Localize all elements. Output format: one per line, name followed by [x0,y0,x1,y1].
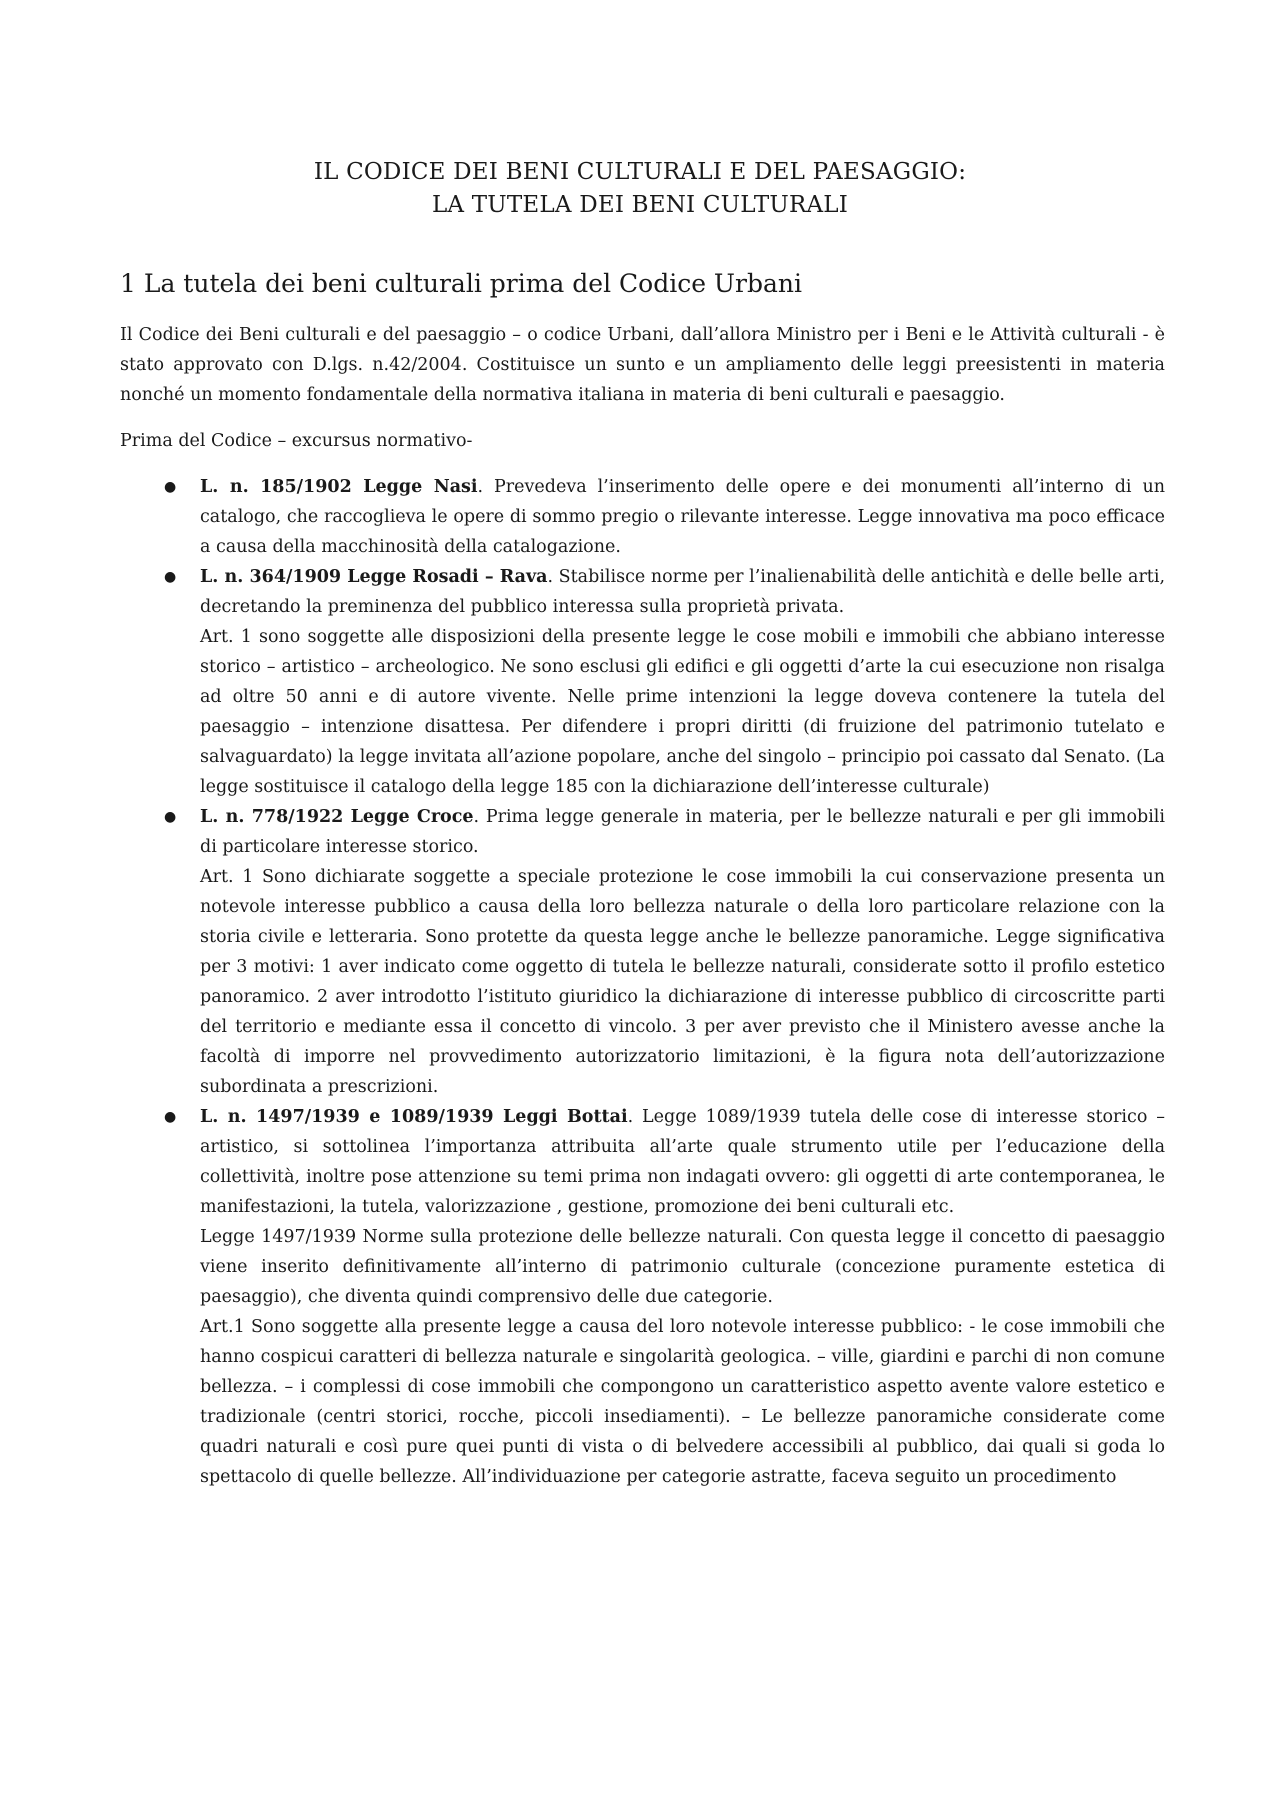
law-paragraph [200,472,1165,562]
bullet-icon: ● [164,479,177,495]
law-paragraph [200,802,1165,862]
law-name: L. n. 778/1922 Legge Croce [200,807,474,827]
law-name: L. n. 1497/1939 e 1089/1939 Leggi Bottai [200,1107,628,1127]
law-text: . Stabilisce norme per l’inalienabilità delle antichità e delle belle arti, decretando la preminenza del pubblico interessa sulla proprietà privata. [200,567,1166,617]
law-article-paragraph: Art. 1 Sono dichiarate soggette a speciale protezione le cose immobili la cui conservazione presenta un notevole interesse pubblico a causa della loro bellezza naturale o della loro particolare relazione con la storia civile e letteraria. Sono protette da questa legge anche le bellezze panoramiche. Legge significativa per 3 motivi: 1 aver indicato come oggetto di tutela le bellezze naturali, considerate sotto il profilo estetico panoramico. 2 aver introdotto l’istituto giuridico la dichiarazione di interesse pubblico di circoscritte parti del territorio e mediante essa il concetto di vincolo. 3 per aver previsto che il Ministero avesse anche la facoltà di imporre nel provvedimento autorizzatorio limitazioni, è la figura nota dell’autorizzazione subordinata a prescrizioni. [200,867,1165,1097]
lead-paragraph: Prima del Codice – excursus normativo- [120,431,473,451]
list-item [120,802,1165,1102]
law-text: . Prevedeva l’inserimento delle opere e dei monumenti all’interno di un catalogo, che raccoglieva le opere di sommo pregio o rilevante interesse. Legge innovativa ma poco efficace a causa della macchinosità della catalogazione. [200,477,1165,557]
list-item [120,1102,1165,1492]
document-body [120,320,1165,1492]
title-line-2: LA TUTELA DEI BENI CULTURALI [431,192,849,218]
law-name: L. n. 364/1909 Legge Rosadi – Rava [200,567,548,587]
law-article-paragraph: Art. 1 sono soggette alle disposizioni della presente legge le cose mobili e immobili che abbiano interesse storico – artistico – archeologico. Ne sono esclusi gli edifici e gli oggetti d’arte la cui esecuzione non risalga ad oltre 50 anni e di autore vivente. Nelle prime intenzioni la legge doveva contenere la tutela del paesaggio – intenzione disattesa. Per difendere i propri diritti (di fruizione del patrimonio tutelato e salvaguardato) la legge invitata all’azione popolare, anche del singolo – principio poi cassato dal Senato. (La legge sostituisce il catalogo della legge 185 con la dichiarazione dell’interesse culturale) [200,627,1165,797]
laws-list [120,472,1165,1492]
bullet-icon: ● [164,809,177,825]
list-item [120,562,1165,802]
document-title [0,156,1280,222]
law-article-paragraph: Art.1 Sono soggette alla presente legge a causa del loro notevole interesse pubblico: - le cose immobili che hanno cospicui caratteri di bellezza naturale e singolarità geologica. – ville, giardini e parchi di non comune bellezza. – i complessi di cose immobili che compongono un caratteristico aspetto avente valore estetico e tradizionale (centri storici, rocche, piccoli insediamenti). – Le bellezze panoramiche considerate come quadri naturali e così pure quei punti di vista o di belvedere accessibili al pubblico, dai quali si goda lo spettacolo di quelle bellezze. All’individuazione per categorie astratte, faceva seguito un procedimento [200,1317,1165,1487]
intro-paragraph: Il Codice dei Beni culturali e del paesaggio – o codice Urbani, dall’allora Ministro per i Beni e le Attività culturali - è stato approvato con D.lgs. n.42/2004. Costituisce un sunto e un ampliamento delle leggi preesistenti in materia nonché un momento fondamentale della normativa italiana in materia di beni culturali e paesaggio. [120,325,1165,405]
bullet-icon: ● [164,569,177,585]
law-paragraph [200,1102,1165,1222]
title-line-1: IL CODICE DEI BENI CULTURALI E DEL PAESAGGIO: [313,159,967,185]
law-paragraph [200,562,1165,622]
law-article-paragraph: Legge 1497/1939 Norme sulla protezione delle bellezze naturali. Con questa legge il concetto di paesaggio viene inserito definitivamente all’interno di patrimonio culturale (concezione puramente estetica di paesaggio), che diventa quindi comprensivo delle due categorie. [200,1227,1165,1307]
law-text: . Prima legge generale in materia, per le bellezze naturali e per gli immobili di particolare interesse storico. [200,807,1165,857]
law-name: L. n. 185/1902 Legge Nasi [200,477,478,497]
bullet-icon: ● [164,1109,177,1125]
list-item [120,472,1165,562]
section-heading: 1 La tutela dei beni culturali prima del Codice Urbani [120,269,802,298]
law-text: . Legge 1089/1939 tutela delle cose di interesse storico – artistico, si sottolinea l’importanza attribuita all’arte quale strumento utile per l’educazione della collettività, inoltre pose attenzione su temi prima non indagati ovvero: gli oggetti di arte contemporanea, le manifestazioni, la tutela, valorizzazione , gestione, promozione dei beni culturali etc. [200,1107,1165,1217]
